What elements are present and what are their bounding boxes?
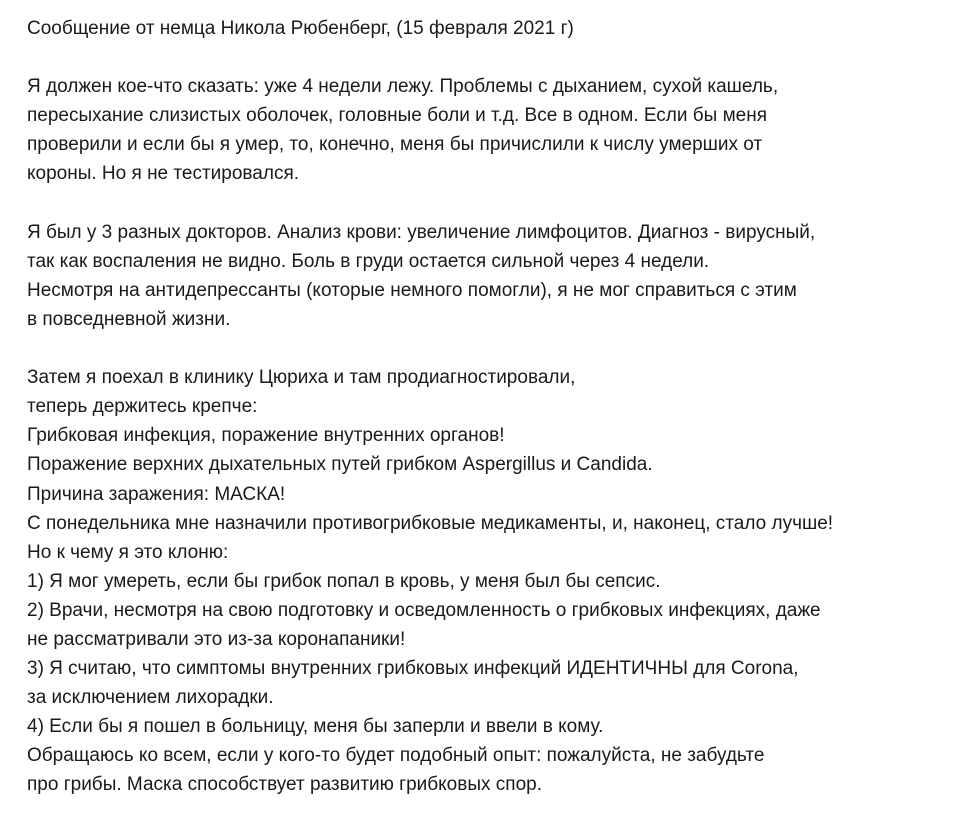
spacer <box>27 189 957 218</box>
text-line: за исключением лихорадки. <box>27 687 274 709</box>
text-line: Поражение верхних дыхательных путей грибком Aspergillus и Candida. <box>27 454 653 476</box>
spacer <box>27 43 957 72</box>
text-line: теперь держитесь крепче: <box>27 396 258 418</box>
text-line: Обращаюсь ко всем, если у кого-то будет подобный опыт: пожалуйста, не забудьте <box>27 745 765 767</box>
text-line: так как воспаления не видно. Боль в груди остается сильной через 4 недели. <box>27 250 710 272</box>
text-line: пересыхание слизистых оболочек, головные боли и т.д. Все в одном. Если бы меня <box>27 105 768 127</box>
list-item: 1) Я мог умереть, если бы грибок попал в кровь, у меня был бы сепсис. <box>27 570 661 592</box>
text-line: Я был у 3 разных докторов. Анализ крови: увеличение лимфоцитов. Диагноз - вирусный, <box>27 221 816 243</box>
text-line: не рассматривали это из-за коронапаники! <box>27 628 406 650</box>
text-line: С понедельника мне назначили противогрибковые медикаменты, и, наконец, стало лучше! <box>27 512 834 534</box>
text-line: про грибы. Маска способствует развитию грибковых спор. <box>27 774 542 796</box>
text-line: короны. Но я не тестировался. <box>27 163 300 185</box>
text-line: Но к чему я это клоню: <box>27 541 229 563</box>
list-item: 2) Врачи, несмотря на свою подготовку и осведомленность о грибковых инфекциях, даже <box>27 599 821 621</box>
spacer <box>27 334 957 363</box>
message-document <box>27 14 957 800</box>
text-line: Я должен кое-что сказать: уже 4 недели лежу. Проблемы с дыханием, сухой кашель, <box>27 76 779 98</box>
text-line: Затем я поехал в клинику Цюриха и там продиагностировали, <box>27 367 576 389</box>
paragraph-diagnosis <box>27 363 957 799</box>
paragraph-symptoms <box>27 72 957 188</box>
message-header: Сообщение от немца Никола Рюбенберг, (15 февраля 2021 г) <box>27 18 574 39</box>
text-line: Грибковая инфекция, поражение внутренних органов! <box>27 425 505 447</box>
list-item: 3) Я считаю, что симптомы внутренних грибковых инфекций ИДЕНТИЧНЫ для Corona, <box>27 658 799 680</box>
text-line: Несмотря на антидепрессанты (которые немного помогли), я не мог справиться с этим <box>27 279 797 301</box>
paragraph-doctors <box>27 218 957 334</box>
text-line: Причина заражения: МАСКА! <box>27 483 286 505</box>
text-line: проверили и если бы я умер, то, конечно, меня бы причислили к числу умерших от <box>27 134 763 156</box>
text-line: в повседневной жизни. <box>27 308 231 330</box>
list-item: 4) Если бы я пошел в больницу, меня бы заперли и ввели в кому. <box>27 716 604 738</box>
